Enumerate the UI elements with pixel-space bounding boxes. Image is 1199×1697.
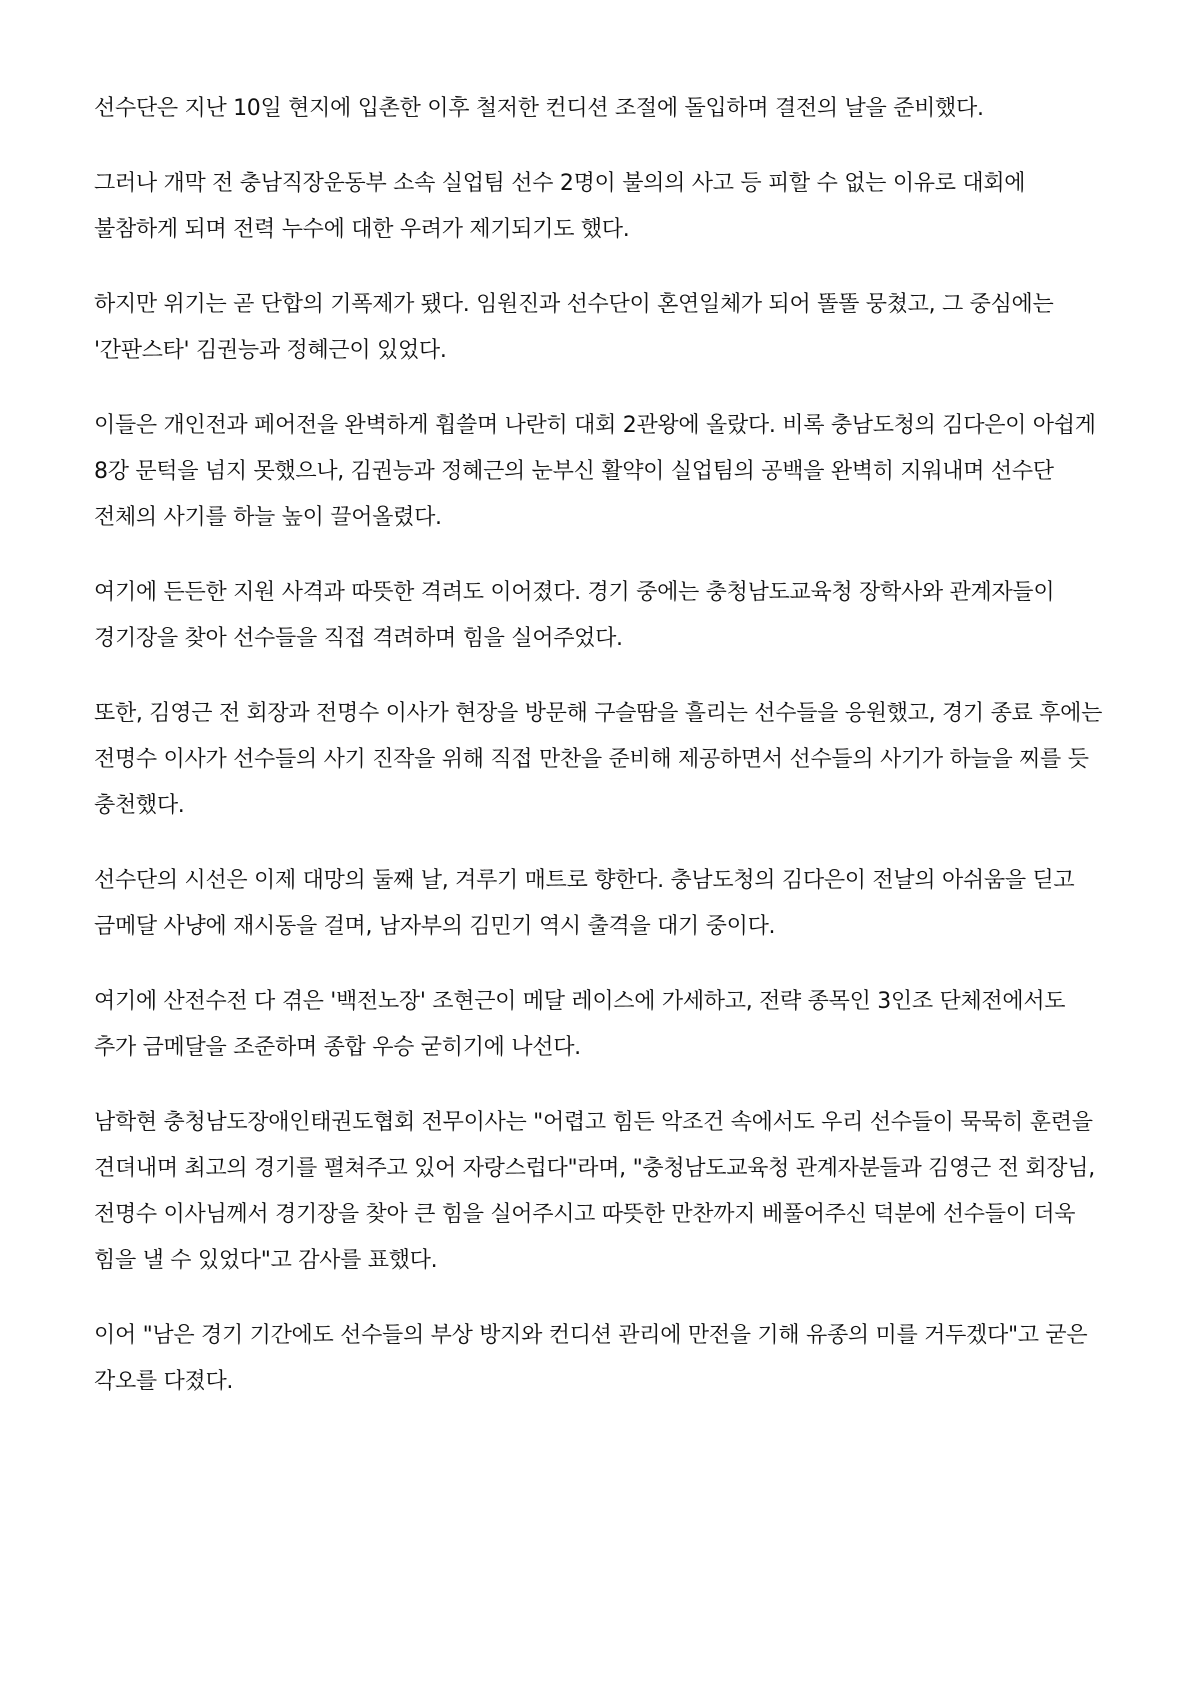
paragraph-10: 이어 "남은 경기 기간에도 선수들의 부상 방지와 컨디션 관리에 만전을 기해 유종의 미를 거두겠다"고 굳은 각오를 다졌다. <box>94 1323 1088 1394</box>
paragraph-2: 그러나 개막 전 충남직장운동부 소속 실업팀 선수 2명이 불의의 사고 등 피할 수 없는 이유로 대회에 불참하게 되며 전력 누수에 대한 우려가 제기되기도 했다. <box>94 171 1026 242</box>
paragraph-4: 이들은 개인전과 페어전을 완벽하게 휩쓸며 나란히 대회 2관왕에 올랐다. 비록 충남도청의 김다은이 아쉽게 8강 문턱을 넘지 못했으나, 김권능과 정혜근의 눈부신 활약이 실업팀의 공백을 완벽히 지워내며 선수단 전체의 사기를 하늘 높이 끌어올렸다. <box>94 413 1096 530</box>
paragraph-6: 또한, 김영근 전 회장과 전명수 이사가 현장을 방문해 구슬땀을 흘리는 선수들을 응원했고, 경기 종료 후에는 전명수 이사가 선수들의 사기 진작을 위해 직접 만찬을 준비해 제공하면서 선수들의 사기가 하늘을 찌를 듯 충천했다. <box>94 701 1103 818</box>
paragraph-8: 여기에 산전수전 다 겪은 '백전노장' 조현근이 메달 레이스에 가세하고, 전략 종목인 3인조 단체전에서도 추가 금메달을 조준하며 종합 우승 굳히기에 나선다. <box>94 989 1066 1060</box>
paragraph-1: 선수단은 지난 10일 현지에 입촌한 이후 철저한 컨디션 조절에 돌입하며 결전의 날을 준비했다. <box>94 96 984 121</box>
paragraph-3: 하지만 위기는 곧 단합의 기폭제가 됐다. 임원진과 선수단이 혼연일체가 되어 똘똘 뭉쳤고, 그 중심에는 '간판스타' 김권능과 정혜근이 있었다. <box>94 292 1054 363</box>
paragraph-7: 선수단의 시선은 이제 대망의 둘째 날, 겨루기 매트로 향한다. 충남도청의 김다은이 전날의 아쉬움을 딛고 금메달 사냥에 재시동을 걸며, 남자부의 김민기 역시 출격을 대기 중이다. <box>94 868 1075 939</box>
paragraph-5: 여기에 든든한 지원 사격과 따뜻한 격려도 이어졌다. 경기 중에는 충청남도교육청 장학사와 관계자들이 경기장을 찾아 선수들을 직접 격려하며 힘을 실어주었다. <box>94 580 1055 651</box>
article-body <box>94 86 1109 1434</box>
paragraph-9: 남학현 충청남도장애인태권도협회 전무이사는 "어렵고 힘든 악조건 속에서도 우리 선수들이 묵묵히 훈련을 견뎌내며 최고의 경기를 펼쳐주고 있어 자랑스럽다"라며, "충청남도교육청 관계자분들과 김영근 전 회장님, 전명수 이사님께서 경기장을 찾아 큰 힘을 실어주시고 따뜻한 만찬까지 베풀어주신 덕분에 선수들이 더욱 힘을 낼 수 있었다"고 감사를 표했다. <box>94 1110 1095 1273</box>
